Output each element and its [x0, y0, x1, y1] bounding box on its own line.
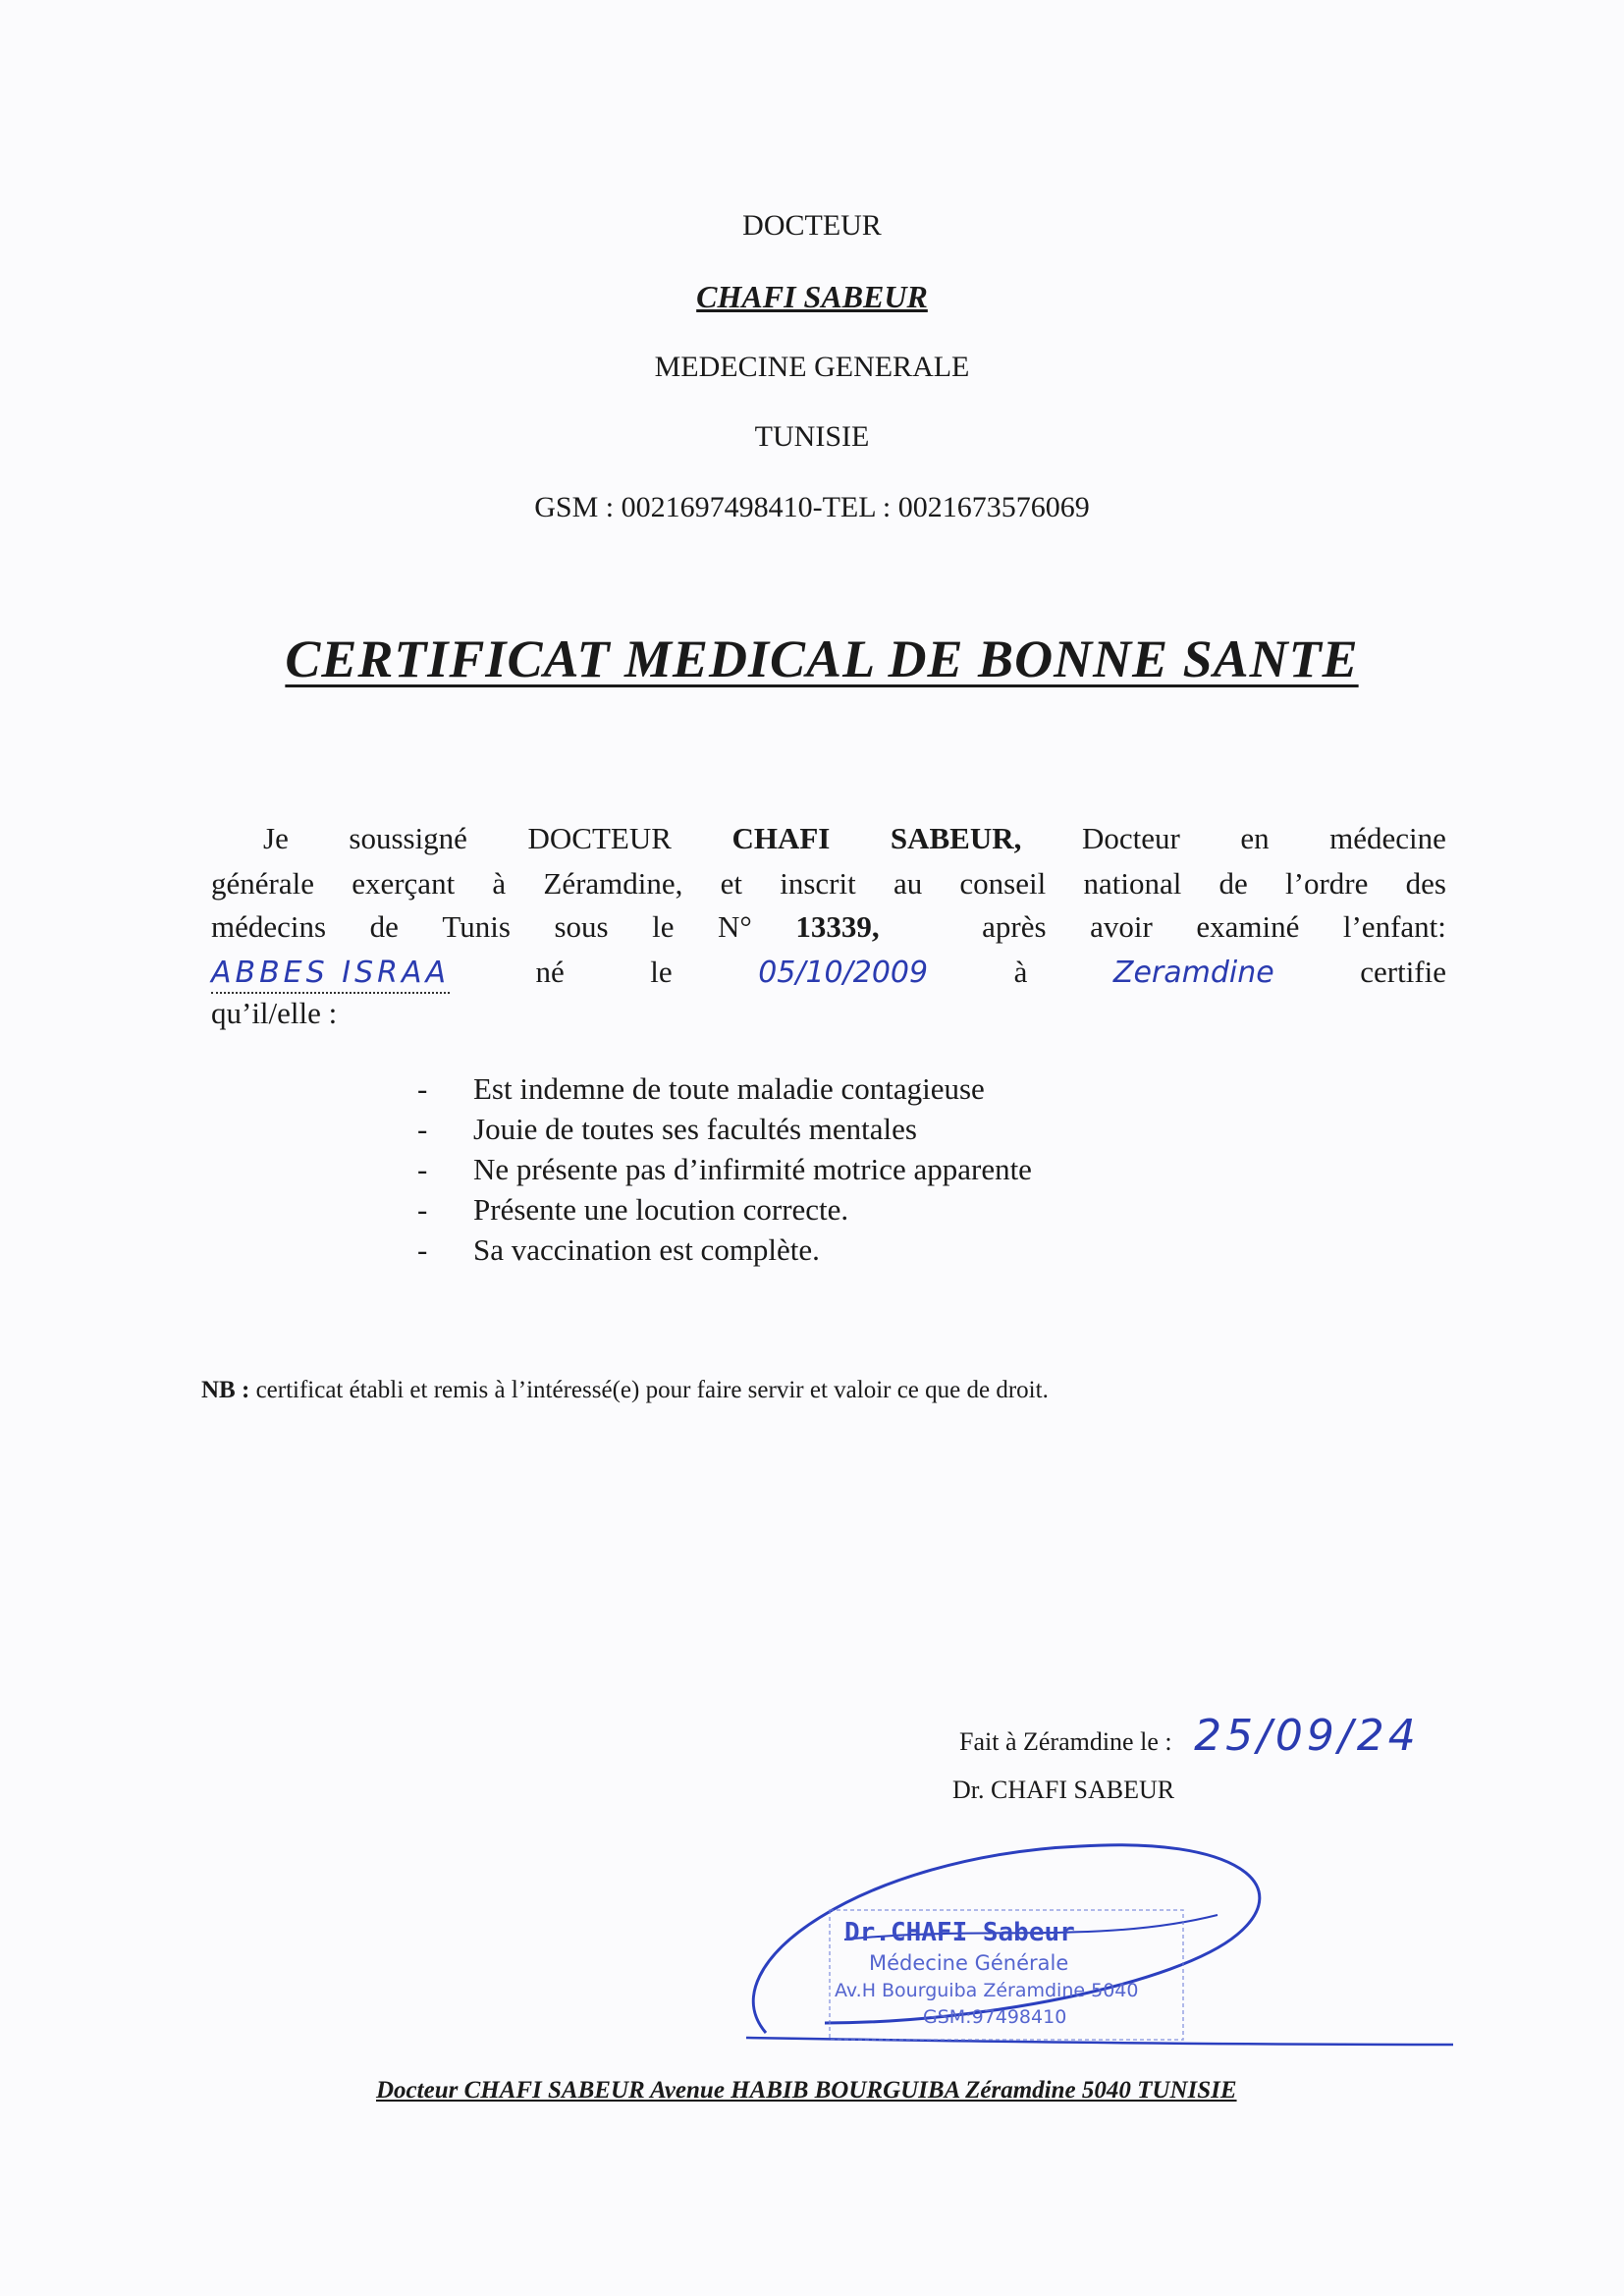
word: né — [535, 955, 565, 989]
word: à — [1013, 955, 1028, 989]
doctor-name-wrap — [0, 279, 1624, 315]
word: et — [720, 866, 742, 901]
nb-label: NB : — [201, 1377, 250, 1403]
header-specialty: MEDECINE GENERALE — [654, 351, 970, 383]
word: exerçant — [352, 866, 456, 901]
word: médecins — [211, 909, 327, 944]
word: conseil — [959, 866, 1047, 901]
birth-place-handwritten: Zeramdine — [1112, 956, 1274, 990]
word: SABEUR, — [890, 821, 1022, 855]
word: national — [1083, 866, 1182, 901]
header-title: DOCTEUR — [742, 209, 882, 242]
bullet-dash: - — [417, 1192, 428, 1227]
bullet-dash: - — [417, 1071, 428, 1106]
nb-text: certificat établi et remis à l’intéressé(e) pour faire servir et valoir ce que de droit. — [255, 1377, 1049, 1403]
child-name-handwritten: ABBES ISRAA — [211, 956, 450, 994]
word: Je — [263, 821, 289, 855]
word: générale — [211, 866, 314, 901]
header-country: TUNISIE — [754, 420, 870, 453]
word: inscrit — [780, 866, 856, 901]
birth-date-handwritten: 05/10/2009 — [758, 956, 929, 990]
signature-date-handwritten: 25/09/24 — [1194, 1711, 1420, 1761]
finding-text: Est indemne de toute maladie contagieuse — [473, 1071, 985, 1106]
word: N° — [718, 909, 752, 944]
word: de — [1218, 866, 1248, 901]
word: Docteur — [1081, 821, 1180, 855]
word: le — [650, 955, 673, 989]
body-line-4 — [211, 955, 1446, 994]
word: après — [982, 909, 1047, 944]
bullet-dash: - — [417, 1232, 428, 1267]
word: à — [492, 866, 507, 901]
bullet-dash: - — [417, 1152, 428, 1186]
word: certifie — [1360, 955, 1446, 989]
doctor-name: CHAFI SABEUR — [696, 279, 928, 314]
certificate-title: CERTIFICAT MEDICAL DE BONNE SANTE — [285, 629, 1359, 688]
body-line-3 — [211, 909, 1446, 945]
word: avoir — [1090, 909, 1153, 944]
place-date-label: Fait à Zéramdine le : — [959, 1727, 1172, 1756]
word: examiné — [1196, 909, 1300, 944]
place-date-line — [959, 1711, 1420, 1761]
doctor-stamp — [687, 1827, 1473, 2072]
finding-text: Jouie de toutes ses facultés mentales — [473, 1112, 917, 1146]
signature-tail — [746, 2038, 1453, 2045]
finding-text: Ne présente pas d’infirmité motrice apparente — [473, 1152, 1032, 1186]
word: sous — [554, 909, 609, 944]
word: l’enfant: — [1342, 909, 1446, 944]
word: CHAFI — [731, 821, 831, 855]
certificate-title-wrap — [10, 629, 1624, 689]
signer-name: Dr. CHAFI SABEUR — [952, 1776, 1175, 1804]
word: en — [1240, 821, 1270, 855]
word: des — [1405, 866, 1446, 901]
stamp-line-4: GSM:97498410 — [923, 2006, 1067, 2028]
word: médecine — [1329, 821, 1446, 855]
stamp-line-1: Dr.CHAFI Sabeur — [844, 1918, 1075, 1947]
bullet-dash: - — [417, 1112, 428, 1146]
finding-text: Sa vaccination est complète. — [473, 1232, 820, 1267]
word: DOCTEUR — [527, 821, 672, 855]
body-line-5: qu’il/elle : — [211, 996, 338, 1030]
stamp-line-3: Av.H Bourguiba Zéramdine 5040 — [835, 1980, 1139, 2001]
stamp-line-2: Médecine Générale — [869, 1951, 1069, 1975]
body-line-1 — [263, 821, 1446, 856]
word: au — [893, 866, 923, 901]
body-line-2 — [211, 866, 1446, 902]
word: Tunis — [442, 909, 511, 944]
word: l’ordre — [1285, 866, 1369, 901]
word: soussigné — [349, 821, 467, 855]
registration-number: 13339, — [795, 909, 880, 944]
footer-address: Docteur CHAFI SABEUR Avenue HABIB BOURGUIBA Zéramdine 5040 TUNISIE — [376, 2077, 1237, 2104]
word: le — [652, 909, 675, 944]
word: de — [369, 909, 399, 944]
word: Zéramdine, — [543, 866, 683, 901]
header-contacts: GSM : 0021697498410-TEL : 0021673576069 — [534, 491, 1090, 523]
finding-text: Présente une locution correcte. — [473, 1192, 849, 1227]
nb-note — [201, 1377, 1049, 1404]
